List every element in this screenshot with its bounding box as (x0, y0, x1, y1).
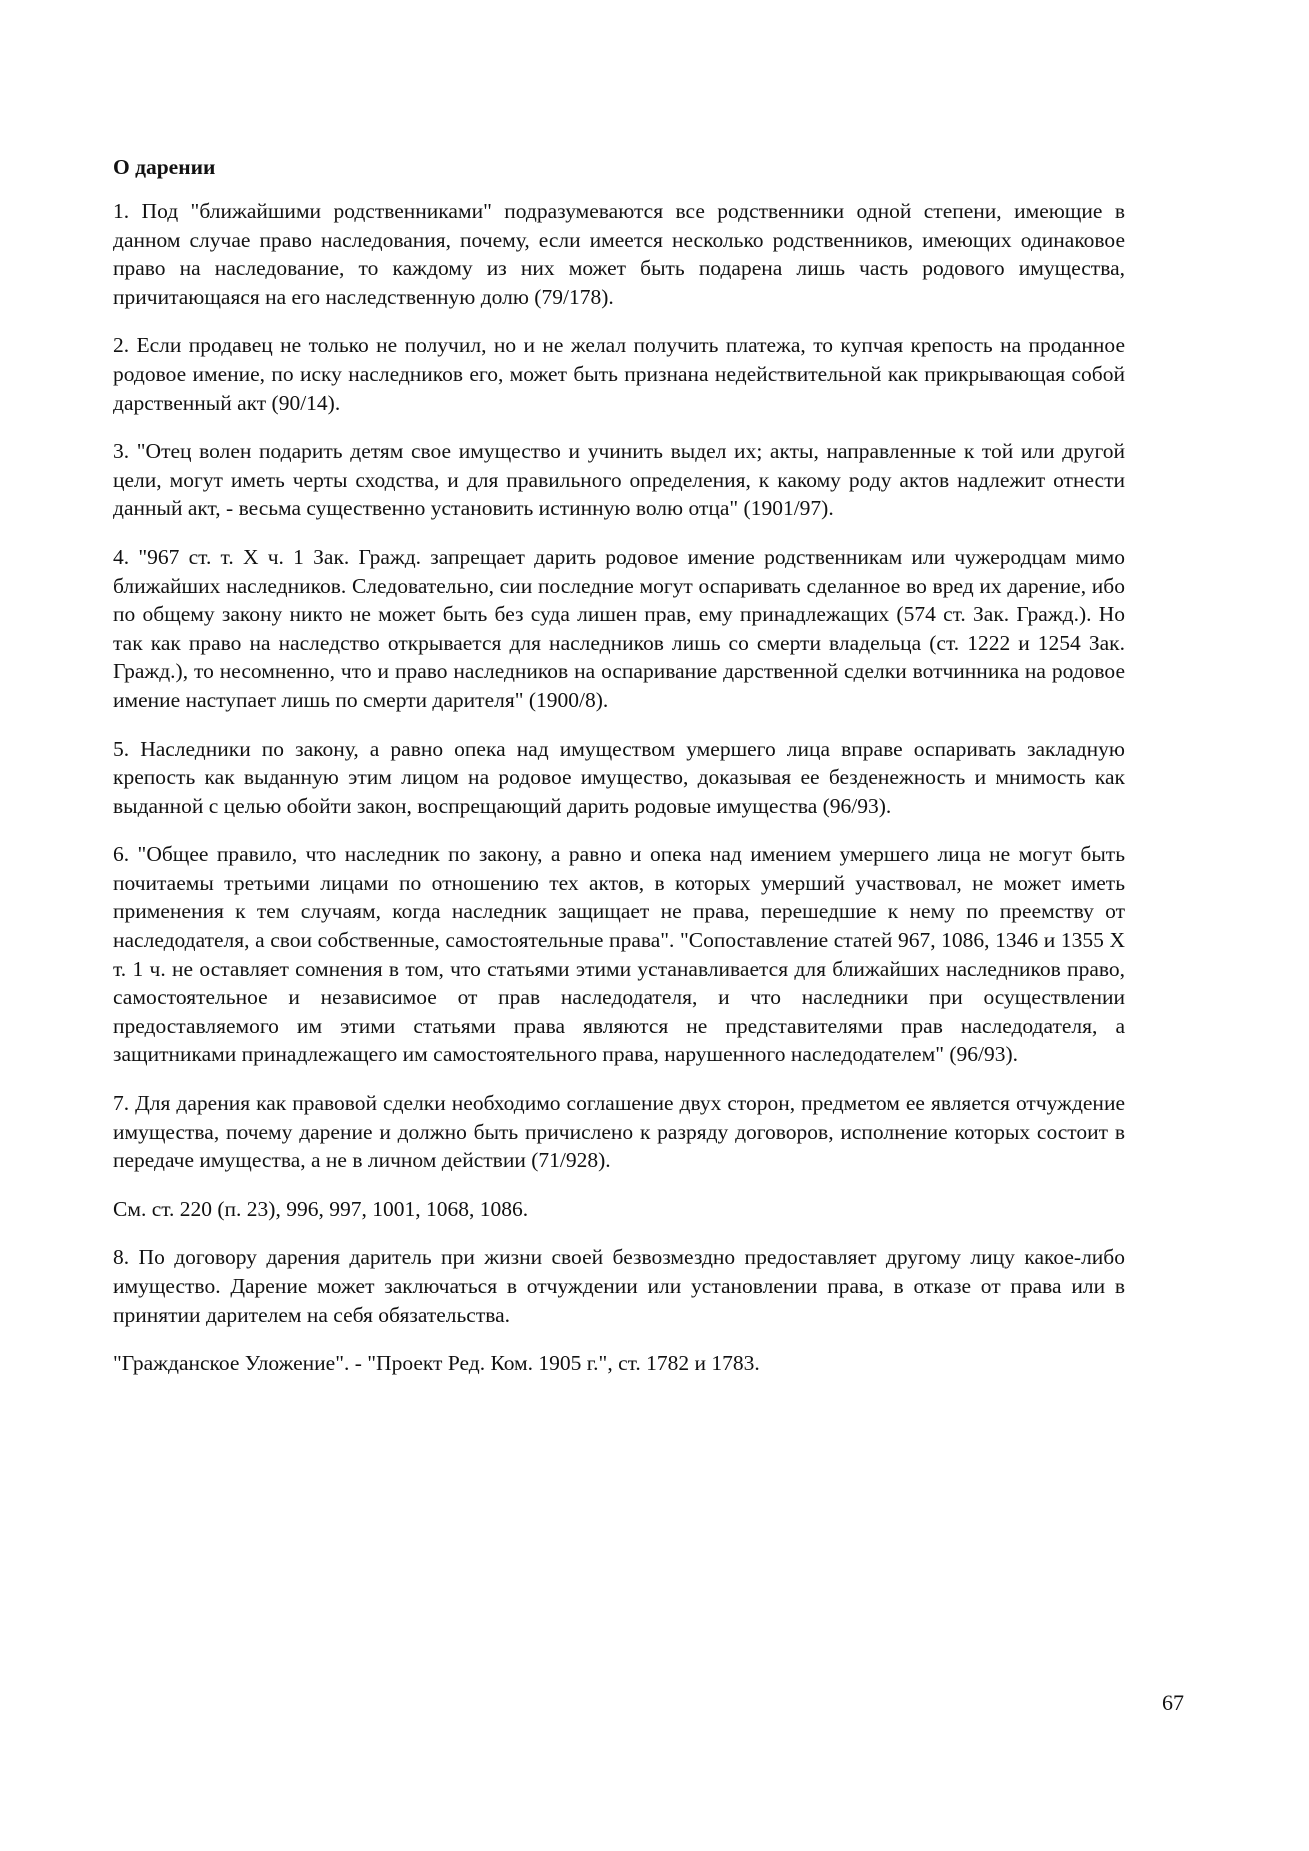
cross-reference: См. ст. 220 (п. 23), 996, 997, 1001, 1068, 1086. (113, 1196, 529, 1221)
paragraph-6: 6. "Общее правило, что наследник по закону, а равно и опека над имением умершего лица не могут быть почитаемы третьими лицами по отношению тех актов, в которых умерший участвовал, не может иметь применения к тем случаям, когда наследник защищает не права, перешедшие к нему по преемству от наследодателя, а свои собственные, самостоятельные права". "Сопоставление статей 967, 1086, 1346 и 1355 X т. 1 ч. не оставляет сомнения в том, что статьями этими устанавливается для ближайших наследников право, самостоятельное и независимое от прав наследодателя, и что наследники при осуществлении предоставляемого им этими статьями права являются не представителями прав наследодателя, а защитниками принадлежащего им самостоятельного права, нарушенного наследодателем" (96/93). (113, 842, 1125, 1067)
paragraph-5: 5. Наследники по закону, а равно опека над имуществом умершего лица вправе оспаривать закладную крепость как выданную этим лицом на родовое имущество, доказывая ее безденежность и мнимость как выданной с целью обойти закон, воспрещающий дарить родовые имущества (96/93). (113, 736, 1125, 818)
paragraph-2: 2. Если продавец не только не получил, но и не желал получить платежа, то купчая крепость на проданное родовое имение, по иску наследников его, может быть признана недействительной как прикрывающая собой дарственный акт (90/14). (113, 333, 1125, 415)
document-page (113, 153, 1125, 1398)
paragraph-8: 8. По договору дарения даритель при жизни своей безвозмездно предоставляет другому лицу какое-либо имущество. Дарение может заключаться в отчуждении или установлении права, в отказе от права или в принятии дарителем на себя обязательства. (113, 1245, 1125, 1327)
paragraph-7: 7. Для дарения как правовой сделки необходимо соглашение двух сторон, предметом ее является отчуждение имущества, почему дарение и должно быть причислено к разряду договоров, исполнение которых состоит в передаче имущества, а не в личном действии (71/928). (113, 1091, 1125, 1173)
section-title: О дарении (113, 155, 216, 179)
paragraph-4: 4. "967 ст. т. X ч. 1 Зак. Гражд. запрещает дарить родовое имение родственникам или чужеродцам мимо ближайших наследников. Следовательно, сии последние могут оспаривать сделанное во вред их дарение, ибо по общему закону никто не может быть без суда лишен прав, ему принадлежащих (574 ст. Зак. Гражд.). Но так как право на наследство открывается для наследников лишь со смерти владельца (ст. 1222 и 1254 Зак. Гражд.), то несомненно, что и право наследников на оспаривание дарственной сделки вотчинника на родовое имение наступает лишь по смерти дарителя" (1900/8). (113, 544, 1125, 712)
paragraph-3: 3. "Отец волен подарить детям свое имущество и учинить выдел их; акты, направленные к той или другой цели, могут иметь черты сходства, и для правильного определения, к какому роду актов надлежит отнести данный акт, - весьма существенно установить истинную волю отца" (1901/97). (113, 439, 1125, 521)
source-citation: "Гражданское Уложение". - "Проект Ред. Ком. 1905 г.", ст. 1782 и 1783. (113, 1351, 760, 1376)
page-number: 67 (1162, 1690, 1184, 1715)
paragraph-1: 1. Под "ближайшими родственниками" подразумеваются все родственники одной степени, имеющие в данном случае право наследования, почему, если имеется несколько родственников, имеющих одинаковое право на наследование, то каждому из них может быть подарена лишь часть родового имущества, причитающаяся на его наследственную долю (79/178). (113, 199, 1125, 309)
